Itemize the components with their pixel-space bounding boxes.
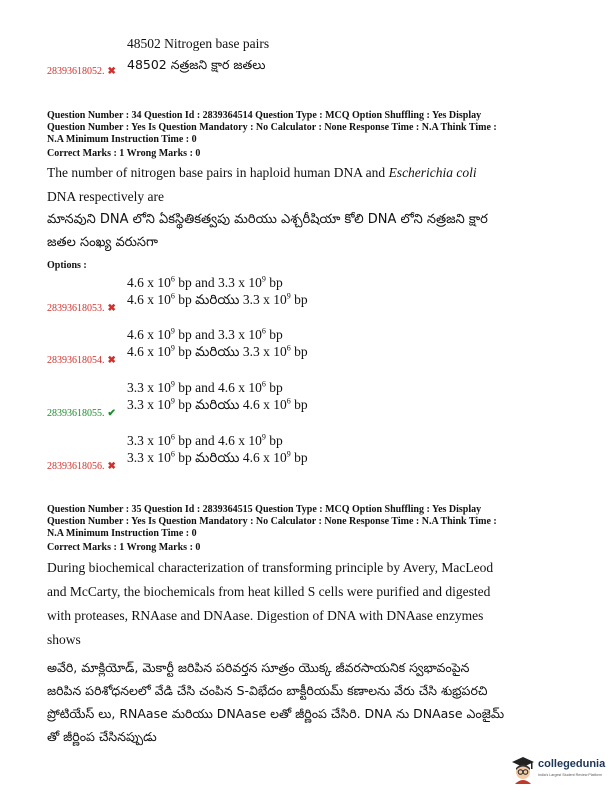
option-4-english: 3.3 x $10^6$ bp and 4.6 x $10^9$ bp <box>127 432 283 448</box>
prev-option-id-row <box>47 61 116 79</box>
wrong-mark-icon: ✖ <box>107 461 116 472</box>
prev-option-telugu: 48502 నత్రజని క్షార జతలు <box>127 57 266 72</box>
correct-mark-icon: ✔ <box>107 408 116 419</box>
q34-meta-line-1: Question Number : 34 Question Id : 2839364514 Question Type : MCQ Option Shuffling : Yes Display <box>47 110 482 121</box>
q34-options-label: Options : <box>47 260 87 271</box>
logo-tagline: India's Largest Student Review Platform <box>538 773 602 777</box>
q35-question-english <box>47 556 597 652</box>
wrong-mark-icon: ✖ <box>107 66 116 77</box>
option-4-id-row <box>47 456 116 474</box>
q35-question-telugu <box>47 656 607 748</box>
q35-telugu-line-4: తో జీర్ణింప చేసినప్పుడు <box>47 729 157 744</box>
q34-option-1[interactable] <box>47 274 377 314</box>
q34-question-line-1 <box>47 161 592 185</box>
q34-telugu-line-2: జతల సంఖ్య వరుసగా <box>47 235 158 250</box>
q35-meta-line-1: Question Number : 35 Question Id : 2839364515 Question Type : MCQ Option Shuffling : Yes Display <box>47 504 482 515</box>
option-4-id: 28393618056. <box>47 461 105 472</box>
q35-telugu-line-3: ప్రోటియేస్ లు, RNAase మరియు DNAase లతో జీర్ణింప చేసిరి. DNA ను DNAase ఎంజైమ్ <box>47 706 505 721</box>
q35-meta-line-2: Question Number : Yes Is Question Mandatory : No Calculator : None Response Time : N.A Think Time : <box>47 516 497 527</box>
q35-meta <box>47 504 587 554</box>
q35-english-line-4: shows <box>47 632 81 647</box>
collegedunia-logo <box>511 756 607 786</box>
q34-option-3[interactable] <box>47 379 377 419</box>
prev-option-english: 48502 Nitrogen base pairs <box>127 36 270 51</box>
option-2-id-row <box>47 350 116 368</box>
option-1-id-row <box>47 298 116 316</box>
option-2-id: 28393618054. <box>47 355 105 366</box>
q35-english-line-2: and McCarty, the biochemicals from heat killed S cells were purified and digested <box>47 584 491 599</box>
q34-text-before: The number of nitrogen base pairs in haploid human DNA and <box>47 165 389 180</box>
option-1-english: 4.6 x $10^6$ bp and 3.3 x $10^9$ bp <box>127 274 283 290</box>
q34-meta-line-2: Question Number : Yes Is Question Mandatory : No Calculator : None Response Time : N.A Think Time : <box>47 122 497 133</box>
q34-meta-line-3: N.A Minimum Instruction Time : 0 <box>47 134 197 145</box>
q35-marks: Correct Marks : 1 Wrong Marks : 0 <box>47 542 201 553</box>
q34-question-telugu <box>47 208 607 254</box>
q34-text-italic: Escherichia coli <box>388 165 477 180</box>
q35-meta-line-3: N.A Minimum Instruction Time : 0 <box>47 528 197 539</box>
wrong-mark-icon: ✖ <box>107 303 116 314</box>
option-2-telugu: 4.6 x $10^9$ bp మరియు 3.3 x $10^6$ bp <box>127 343 308 359</box>
q34-option-2[interactable] <box>47 326 377 366</box>
option-3-telugu: 3.3 x $10^9$ bp మరియు 4.6 x $10^6$ bp <box>127 396 308 412</box>
option-1-id: 28393618053. <box>47 303 105 314</box>
wrong-mark-icon: ✖ <box>107 355 116 366</box>
q35-telugu-line-1: అవేరి, మాక్లియోడ్, మెకార్టీ జరిపిన పరివర్తన సూత్రం యొక్క జీవరసాయనిక స్వభావంపైన <box>47 660 470 675</box>
q34-meta <box>47 110 587 160</box>
q35-english-line-1: During biochemical characterization of transforming principle by Avery, MacLeod <box>47 560 494 575</box>
q34-option-4[interactable] <box>47 432 377 472</box>
option-2-english: 4.6 x $10^9$ bp and 3.3 x $10^6$ bp <box>127 326 283 342</box>
q34-question-line-2: DNA respectively are <box>47 189 164 204</box>
option-4-telugu: 3.3 x $10^6$ bp మరియు 4.6 x $10^9$ bp <box>127 449 308 465</box>
option-3-id-row <box>47 403 116 421</box>
option-1-telugu: 4.6 x $10^6$ bp మరియు 3.3 x $10^9$ bp <box>127 291 308 307</box>
prev-option-id: 28393618052. <box>47 66 105 77</box>
q35-english-line-3: with proteases, RNAase and DNAase. Digestion of DNA with DNAase enzymes <box>47 608 484 623</box>
logo-name: collegedunia <box>538 758 606 770</box>
q34-question-english <box>47 161 592 209</box>
graduate-icon <box>511 756 535 784</box>
option-3-id: 28393618055. <box>47 408 105 419</box>
q34-marks: Correct Marks : 1 Wrong Marks : 0 <box>47 148 201 159</box>
q34-telugu-line-1: మానవుని DNA లోని ఏకస్థితికత్వపు మరియు ఎశ్చరీషియా కోలి DNA లోని నత్రజని క్షార <box>47 212 488 227</box>
option-3-english: 3.3 x $10^9$ bp and 4.6 x $10^6$ bp <box>127 379 283 395</box>
q35-telugu-line-2: జరిపిన పరిశోధనలలో వేడి చేసి చంపిన S-విభేదం బాక్టీరియమ్ కణాలను వేరు చేసి శుభ్రపరచి <box>47 683 488 698</box>
